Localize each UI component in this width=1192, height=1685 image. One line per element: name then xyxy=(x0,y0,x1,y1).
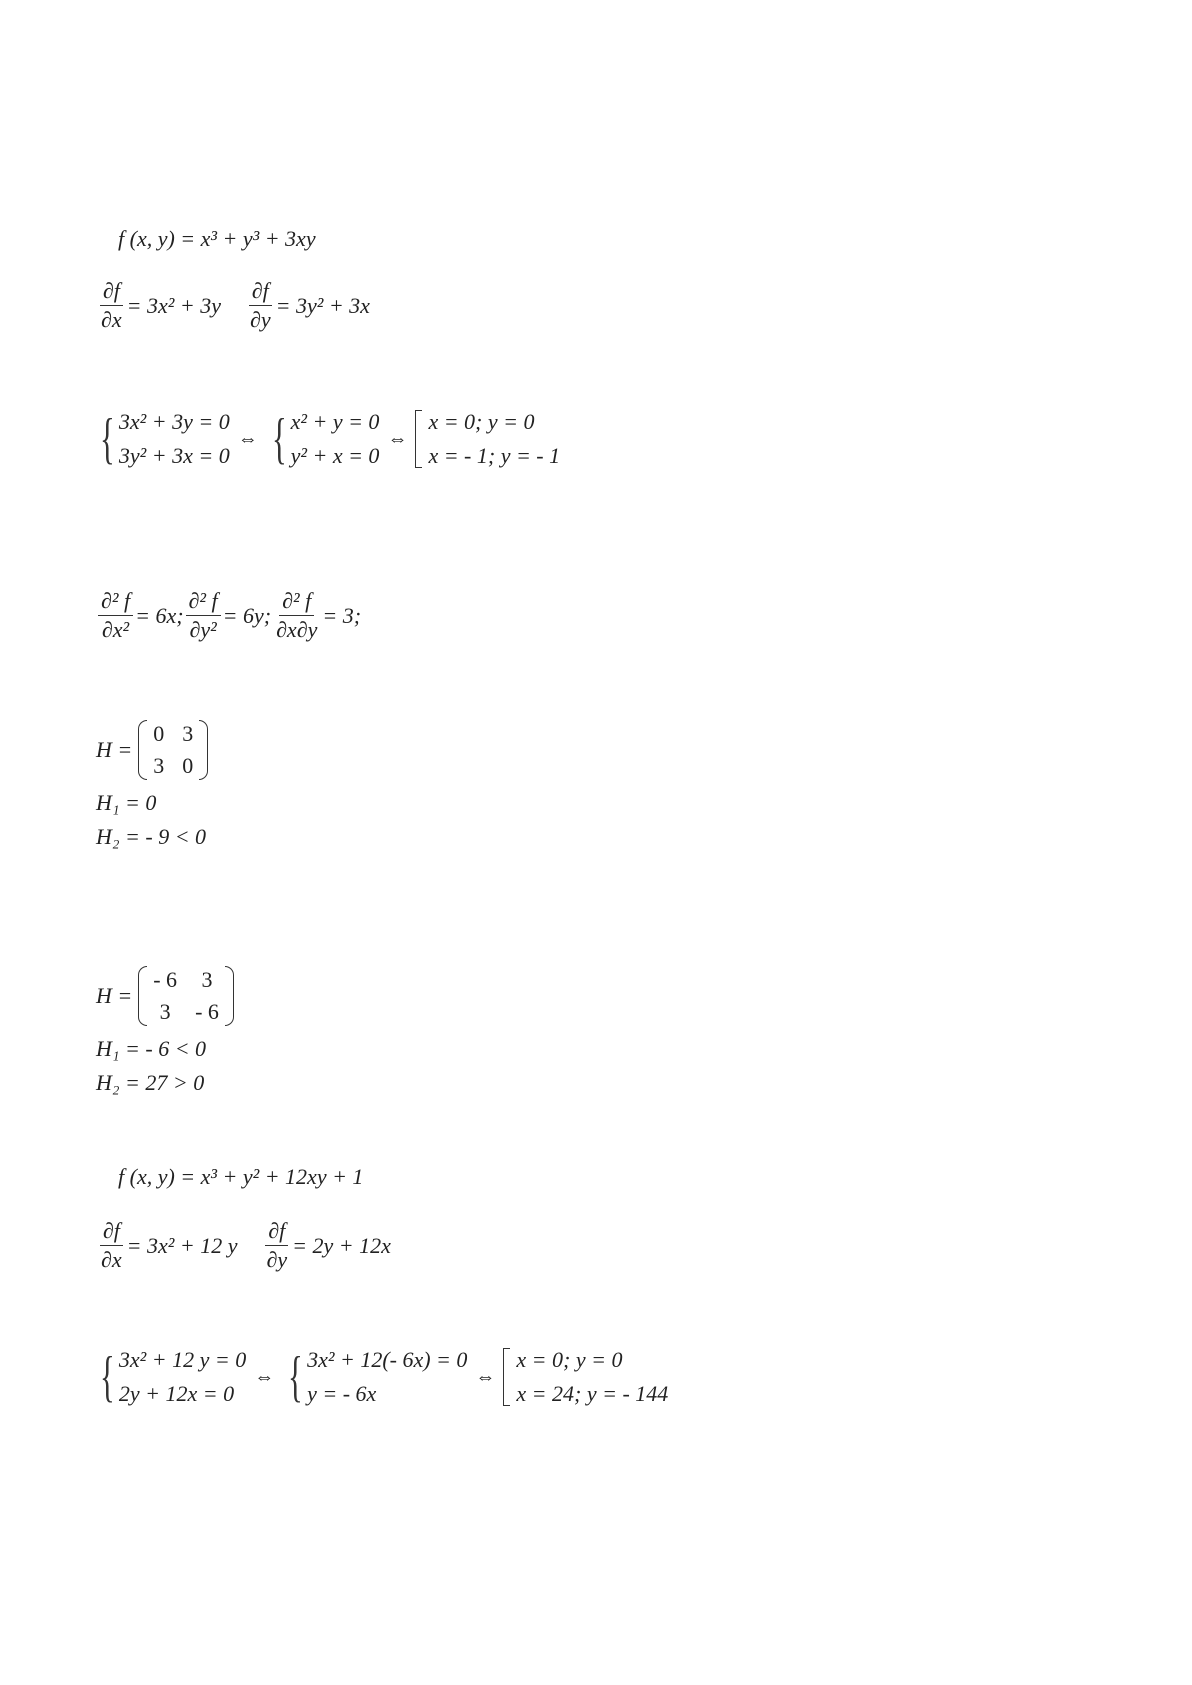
function-definition-2: f (x, y) = x³ + y² + 12xy + 1 xyxy=(118,1164,364,1189)
critical-point-system-1 xyxy=(94,410,560,468)
solutions-2: x = 0; y = 0 x = 24; y = - 144 xyxy=(516,1347,669,1406)
d2fdx2-fraction: $\frac{\text{∂² f}}{\text{∂x²}}$ xyxy=(98,590,133,641)
brace-icon: { xyxy=(271,408,287,470)
dfdy-fraction: $\frac{\partial f}{\partial y}$ xyxy=(249,278,271,332)
brace-icon: { xyxy=(100,408,115,470)
dfdx-fraction: $\frac{\partial f}{\partial x}$ xyxy=(101,278,122,332)
first-partials-2 xyxy=(96,1220,391,1271)
brace-icon: { xyxy=(288,1346,304,1408)
left-paren-icon xyxy=(138,966,147,1026)
minor-h2-b: H₂ = 27 > 0 xyxy=(96,1070,205,1095)
dfdy-rhs: = 3y² + 3x xyxy=(275,292,370,318)
first-partials-1 xyxy=(96,280,370,331)
bracket-icon xyxy=(503,1348,510,1406)
minor-h2-a: H₂ = - 9 < 0 xyxy=(96,824,207,849)
equivalence-icon: ⇔ xyxy=(387,428,408,450)
critical-point-system-2 xyxy=(94,1348,668,1406)
brace-icon: { xyxy=(100,1346,115,1408)
minor-h1-b: H₁ = - 6 < 0 xyxy=(96,1036,207,1061)
system-1b: x² + y = 0 y² + x = 0 xyxy=(290,409,380,468)
equivalence-icon: ⇔ xyxy=(254,1366,275,1388)
hessian-matrix-a: H = 0 3 3 0 xyxy=(96,720,208,780)
system-2a: 3x² + 12 y = 0 2y + 12x = 0 xyxy=(118,1347,247,1406)
d2fdxdy-fraction: $\frac{\text{∂² f}}{\partial x\partial y}$ xyxy=(276,588,318,642)
system-1a: 3x² + 3y = 0 3y² + 3x = 0 xyxy=(118,409,230,468)
left-paren-icon xyxy=(138,720,147,780)
d2fdy2-fraction: $\frac{\text{∂² f}}{\text{∂y²}}$ xyxy=(186,590,221,641)
dfdx-fraction: $\frac{\partial f}{\partial x}$ xyxy=(101,1218,122,1272)
equivalence-icon: ⇔ xyxy=(237,428,258,450)
dfdx-rhs: = 3x² + 12 y xyxy=(126,1232,238,1258)
dfdy-rhs: = 2y + 12x xyxy=(292,1232,391,1258)
minor-h1-a: H₁ = 0 xyxy=(96,790,157,815)
solutions-1: x = 0; y = 0 x = - 1; y = - 1 xyxy=(428,409,561,468)
dfdx-rhs: = 3x² + 3y xyxy=(126,292,221,318)
second-partials-1: $\frac{\text{∂² f}}{\text{∂x²}}$ = 6x; $\frac{\text{∂² f}}{\text{∂y²}}$ = 6y; $\frac{\text{∂² f}}{\partial x\partial y}$ = 3; xyxy=(96,590,361,641)
dfdy-fraction: $\frac{\partial f}{\partial y}$ xyxy=(266,1218,288,1272)
function-definition-1: f (x, y) = x³ + y³ + 3xy xyxy=(118,226,316,251)
bracket-icon xyxy=(415,410,422,468)
system-2b: 3x² + 12(- 6x) = 0 y = - 6x xyxy=(307,1347,468,1406)
right-paren-icon xyxy=(199,720,208,780)
equivalence-icon: ⇔ xyxy=(475,1366,496,1388)
hessian-matrix-b: H = - 6 3 3 - 6 xyxy=(96,966,234,1026)
right-paren-icon xyxy=(225,966,234,1026)
